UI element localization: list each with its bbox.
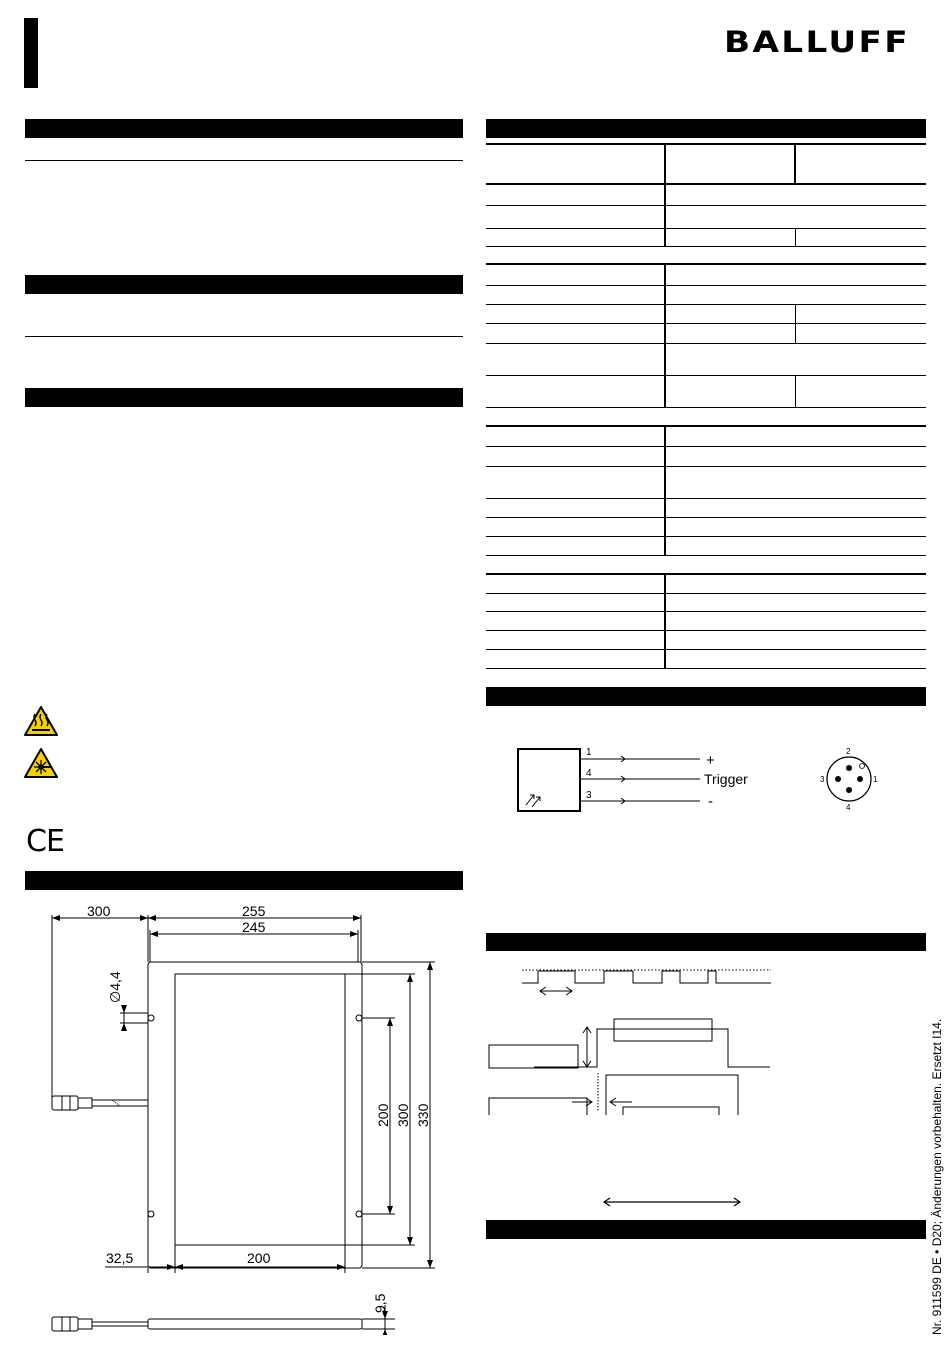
connector-pin-label: 1 <box>873 775 878 784</box>
table-col-divider <box>795 229 796 247</box>
table-rule <box>486 611 926 612</box>
pin-label: 4 <box>586 768 592 779</box>
table-rule <box>486 555 926 556</box>
section-bar-right-4 <box>486 1220 926 1239</box>
signal-label: - <box>708 793 713 810</box>
table-rule <box>486 466 926 467</box>
table-col-divider <box>795 304 796 344</box>
section-bar-left-3 <box>25 388 463 407</box>
divider-left-1 <box>25 160 463 161</box>
balluff-logo: BALLUFF <box>724 25 911 59</box>
signal-label: Trigger <box>704 771 748 787</box>
section-bar-left-2 <box>25 275 463 294</box>
wiring-diagram <box>510 740 790 820</box>
section-bar-right-1 <box>486 119 926 138</box>
table-rule <box>486 205 926 206</box>
pin-label: 3 <box>586 790 592 801</box>
timing-duration-arrow <box>600 1195 745 1209</box>
table-rule <box>486 246 926 247</box>
dimension-label: 9,5 <box>372 1293 388 1313</box>
table-col-divider <box>794 143 796 185</box>
dimension-label: 255 <box>242 903 266 919</box>
table-rule <box>486 593 926 594</box>
section-bar-right-3 <box>486 933 926 951</box>
table-rule <box>486 285 926 286</box>
dimension-label: 200 <box>375 1103 391 1127</box>
connector-pin-label: 2 <box>846 747 851 756</box>
dimension-label: 300 <box>395 1103 411 1127</box>
table-rule <box>486 143 926 145</box>
connector-pin-label: 4 <box>846 803 851 812</box>
pin-label: 1 <box>586 747 592 758</box>
table-rule <box>486 446 926 447</box>
table-col-divider <box>664 425 666 556</box>
dimension-drawing <box>40 895 450 1335</box>
dimension-label: ∅4,4 <box>107 971 123 1003</box>
dimension-label: 245 <box>242 919 266 935</box>
table-rule <box>486 323 926 324</box>
table-rule <box>486 649 926 650</box>
table-rule <box>486 536 926 537</box>
table-col-divider <box>664 573 666 669</box>
table-rule <box>486 375 926 376</box>
dimension-label: 300 <box>87 903 111 919</box>
table-col-divider <box>664 263 666 408</box>
document-marker <box>24 18 38 88</box>
table-rule <box>486 630 926 631</box>
connector-pin-label: 3 <box>820 775 825 784</box>
dimension-label: 200 <box>247 1250 271 1266</box>
timing-diagram <box>486 955 776 1115</box>
table-rule <box>486 304 926 305</box>
table-rule <box>486 263 926 265</box>
section-bar-right-2 <box>486 687 926 706</box>
section-bar-left-4 <box>25 871 463 890</box>
table-rule <box>486 517 926 518</box>
ce-mark: CE <box>26 824 64 859</box>
signal-label: + <box>706 752 715 769</box>
dimension-label: 330 <box>415 1103 431 1127</box>
divider-left-2 <box>25 336 463 337</box>
table-rule <box>486 668 926 669</box>
hot-surface-warning-icon <box>24 706 58 736</box>
table-col-divider <box>664 143 666 185</box>
section-bar-left-1 <box>25 119 463 138</box>
table-col-divider <box>664 185 666 247</box>
dimension-label: 32,5 <box>106 1250 134 1266</box>
table-col-divider <box>795 375 796 408</box>
table-rule <box>486 183 926 185</box>
table-rule <box>486 228 926 229</box>
table-rule <box>486 425 926 427</box>
table-rule <box>486 343 926 344</box>
document-number-note: Nr. 911599 DE • D20; Änderungen vorbehalten. Ersetzt I14. <box>930 1018 944 1335</box>
laser-warning-icon <box>24 748 58 778</box>
table-rule <box>486 407 926 408</box>
table-rule <box>486 498 926 499</box>
connector-pinout <box>815 744 885 814</box>
table-rule <box>486 573 926 575</box>
